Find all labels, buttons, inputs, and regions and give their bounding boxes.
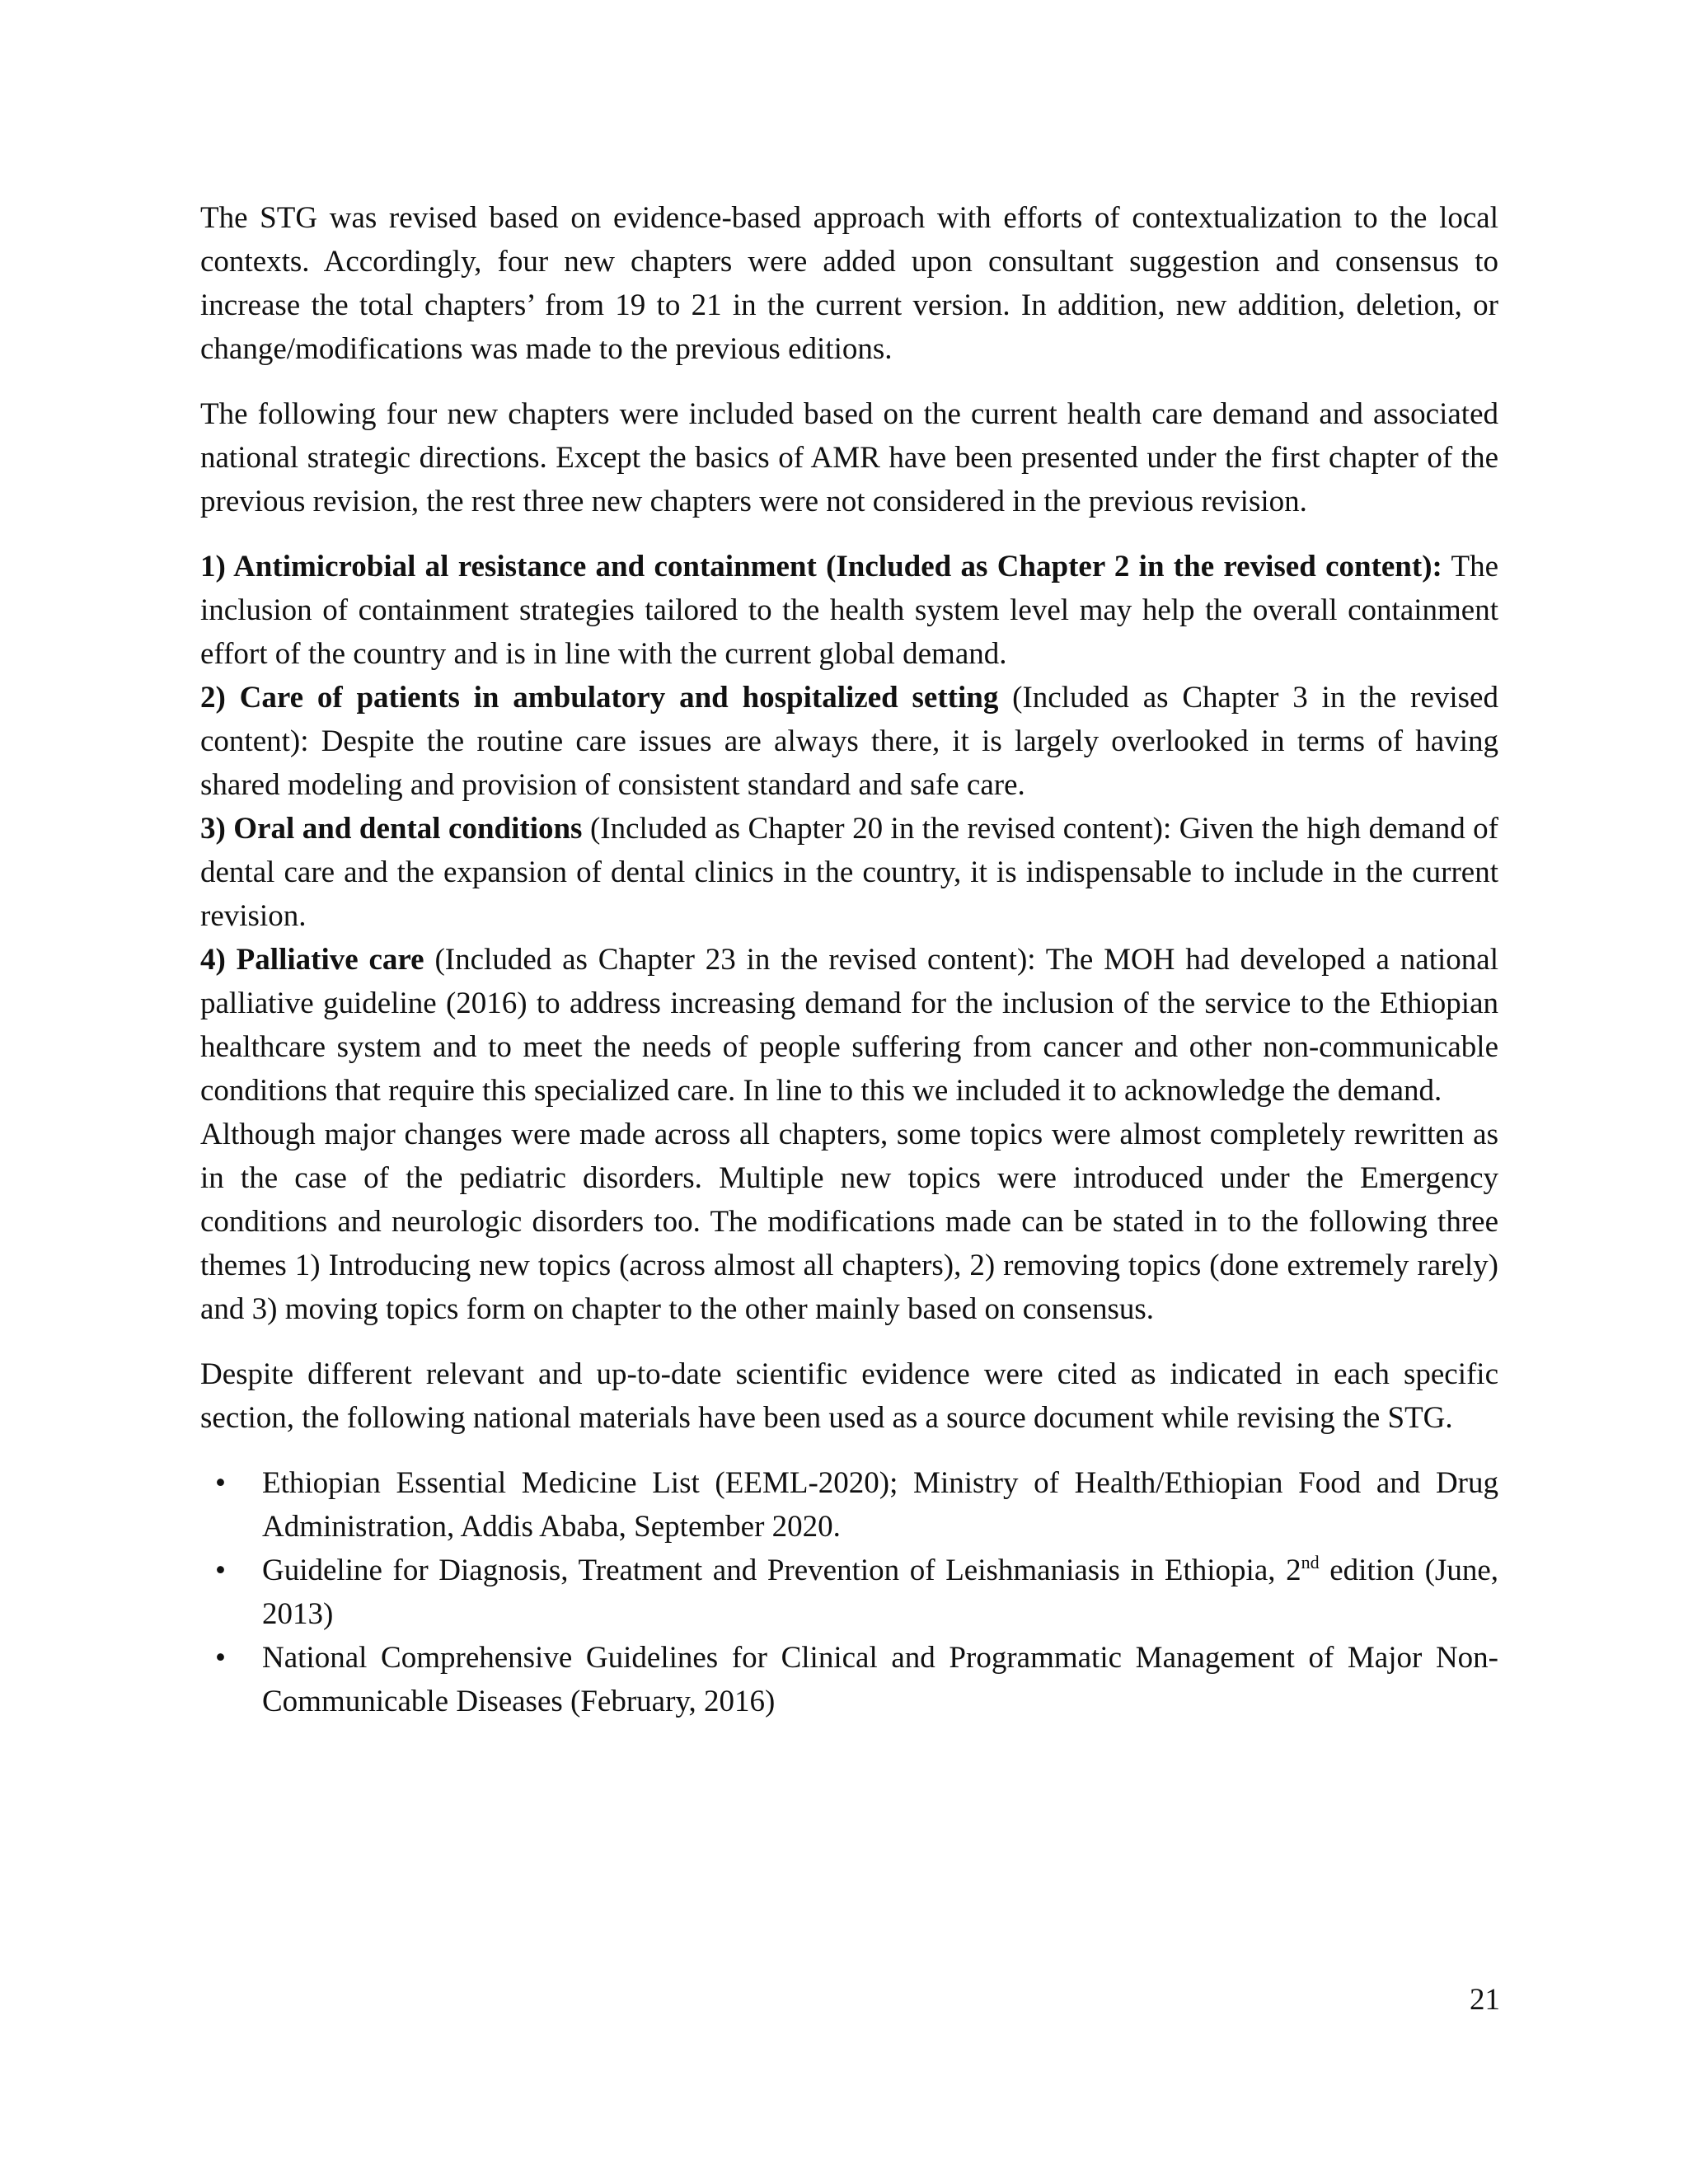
- chapter-item-palliative-text: (Included as Chapter 23 in the revised content): The MOH had developed a national palliative guideline (2016) to address increasing demand for the inclusion of the service to the Ethiopian healthcare system and to meet the needs of people suffering from cancer and other non-communicable conditions that require this specialized care. In line to this we included it to acknowledge the demand.: [200, 943, 1498, 1108]
- document-body: [200, 196, 1498, 1723]
- chapter-item-oral-heading: 3) Oral and dental conditions: [200, 812, 583, 846]
- source-list: [200, 1461, 1498, 1723]
- source-item-ncd: [200, 1636, 1498, 1723]
- new-chapters-paragraph: The following four new chapters were included based on the current health care demand and associated national strategic directions. Except the basics of AMR have been presented under the first chapter of the previous revision, the rest three new chapters were not considered in the previous revision.: [200, 397, 1498, 518]
- chapter-item-palliative-heading: 4) Palliative care: [200, 943, 424, 977]
- chapter-item-oral: [200, 807, 1498, 938]
- chapter-item-oral-text: (Included as Chapter 20 in the revised content): Given the high demand of dental care and the expansion of dental clinics in the country, it is indispensable to include in the current revision.: [200, 812, 1498, 933]
- source-item-leishmaniasis-text: Guideline for Diagnosis, Treatment and Prevention of Leishmaniasis in Ethiopia, 2: [262, 1554, 1301, 1587]
- intro-paragraph: The STG was revised based on evidence-based approach with efforts of contextualization to the local contexts. Accordingly, four new chapters were added upon consultant suggestion and consensus to increase the total chapters’ from 19 to 21 in the current version. In addition, new addition, deletion, or change/modifications was made to the previous editions.: [200, 201, 1498, 366]
- modifications-paragraph: Although major changes were made across all chapters, some topics were almost completely rewritten as in the case of the pediatric disorders. Multiple new topics were introduced under the Emergency conditions and neurologic disorders too. The modifications made can be stated in to the following three themes 1) Introducing new topics (across almost all chapters), 2) removing topics (done extremely rarely) and 3) moving topics form on chapter to the other mainly based on consensus.: [200, 1118, 1498, 1326]
- chapter-item-amr-text: The inclusion of containment strategies tailored to the health system level may help the overall containment effort of the country and is in line with the current global demand.: [200, 550, 1499, 671]
- chapter-item-care-heading: 2) Care of patients in ambulatory and hospitalized setting: [200, 681, 999, 715]
- bullet-icon: •: [215, 1641, 226, 1675]
- bullet-icon: •: [215, 1554, 226, 1587]
- chapter-list: [200, 545, 1498, 1331]
- chapter-item-care-text: (Included as Chapter 3 in the revised content): Despite the routine care issues are always there, it is largely overlooked in terms of having shared modeling and provision of consistent standard and safe care.: [200, 681, 1498, 802]
- source-item-ncd-text: National Comprehensive Guidelines for Clinical and Programmatic Management of Major Non-Communicable Diseases (February, 2016): [262, 1641, 1498, 1718]
- chapter-item-amr-heading: 1) Antimicrobial al resistance and containment (Included as Chapter 2 in the revised content):: [200, 550, 1442, 583]
- chapter-item-care: [200, 676, 1498, 807]
- bullet-icon: •: [215, 1466, 226, 1500]
- chapter-item-amr: [200, 545, 1498, 676]
- source-item-leishmaniasis: [200, 1549, 1498, 1636]
- chapter-item-palliative: [200, 938, 1498, 1113]
- ordinal-suffix: nd: [1301, 1552, 1320, 1572]
- source-item-leishmaniasis-edition: edition (June, 2013): [262, 1554, 1499, 1631]
- source-item-eeml: [200, 1461, 1498, 1549]
- sources-intro-paragraph: Despite different relevant and up-to-date scientific evidence were cited as indicated in each specific section, the following national materials have been used as a source document while revising the STG.: [200, 1357, 1498, 1435]
- page-number: 21: [1470, 1983, 1500, 2017]
- source-item-eeml-text: Ethiopian Essential Medicine List (EEML-2020); Ministry of Health/Ethiopian Food and Drug Administration, Addis Ababa, September 2020.: [262, 1466, 1498, 1544]
